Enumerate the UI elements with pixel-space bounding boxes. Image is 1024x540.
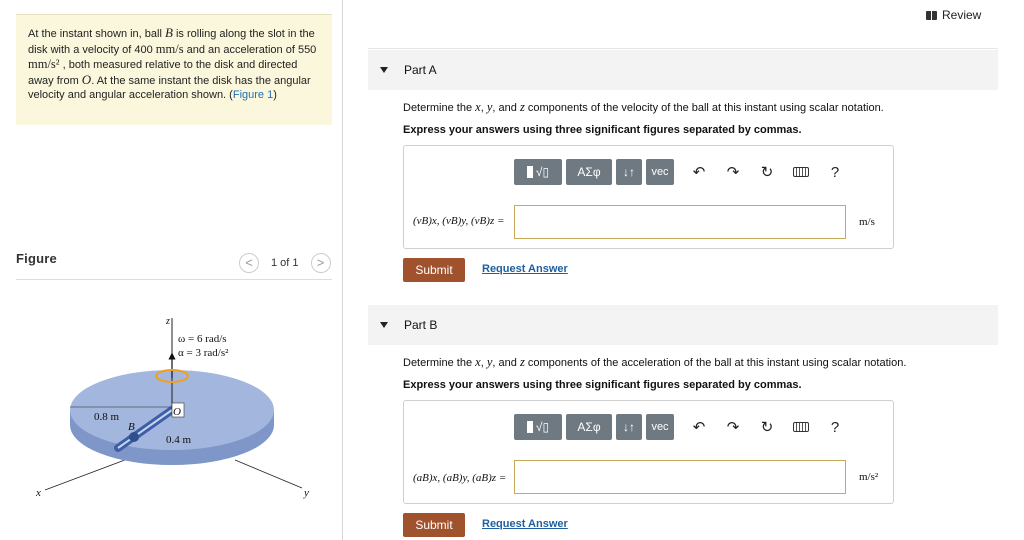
disk-figure bbox=[30, 310, 320, 510]
arrows-button[interactable]: ↓↑ bbox=[616, 414, 642, 440]
part-a-header[interactable] bbox=[368, 50, 998, 90]
z-axis-label: z bbox=[166, 316, 170, 327]
undo-icon[interactable]: ↶ bbox=[692, 419, 706, 436]
part-a-answer-label: (vB)x, (vB)y, (vB)z = bbox=[413, 215, 505, 227]
vector-button[interactable]: vec bbox=[646, 159, 674, 185]
figure-divider bbox=[16, 279, 332, 280]
part-a-submit-button[interactable]: Submit bbox=[403, 258, 465, 282]
figure-pagination bbox=[239, 253, 331, 273]
book-icon bbox=[926, 11, 937, 20]
arrows-button[interactable]: ↓↑ bbox=[616, 159, 642, 185]
figure-next-button[interactable]: > bbox=[311, 253, 331, 273]
redo-icon[interactable]: ↷ bbox=[726, 164, 740, 181]
part-a-answer-box bbox=[403, 145, 894, 249]
help-icon[interactable]: ? bbox=[830, 163, 840, 181]
keyboard-icon[interactable] bbox=[788, 159, 814, 185]
help-icon[interactable]: ? bbox=[830, 418, 840, 436]
top-divider bbox=[368, 48, 998, 49]
collapse-triangle-icon bbox=[380, 322, 388, 328]
reset-icon[interactable]: ↻ bbox=[760, 419, 774, 436]
templates-button[interactable]: √▯ bbox=[514, 159, 562, 185]
part-b-answer-input[interactable] bbox=[514, 460, 846, 494]
part-b-answer-box bbox=[403, 400, 894, 504]
undo-icon[interactable]: ↶ bbox=[692, 164, 706, 181]
part-a-unit: m/s bbox=[859, 216, 875, 228]
alpha-label: α = 3 rad/s² bbox=[178, 347, 229, 359]
part-a-instruction: Express your answers using three significant figures separated by commas. bbox=[403, 124, 802, 136]
omega-label: ω = 6 rad/s bbox=[178, 333, 227, 345]
ball-symbol: B bbox=[164, 25, 173, 40]
part-b-request-answer-link[interactable]: Request Answer bbox=[482, 518, 568, 530]
part-b-unit: m/s² bbox=[859, 471, 879, 483]
reset-icon[interactable]: ↻ bbox=[760, 164, 774, 181]
y-axis-label: y bbox=[304, 487, 309, 499]
ball-label: B bbox=[128, 421, 135, 433]
greek-symbols-button[interactable]: ΑΣφ bbox=[566, 414, 612, 440]
part-a-title: Part A bbox=[404, 63, 437, 77]
part-a-request-answer-link[interactable]: Request Answer bbox=[482, 263, 568, 275]
figure-title: Figure bbox=[16, 251, 57, 266]
figure-count: 1 of 1 bbox=[271, 257, 299, 269]
part-b-instruction: Express your answers using three significant figures separated by commas. bbox=[403, 379, 802, 391]
review-link[interactable]: Review bbox=[926, 8, 981, 22]
redo-icon[interactable]: ↷ bbox=[726, 419, 740, 436]
part-b-answer-label: (aB)x, (aB)y, (aB)z = bbox=[413, 472, 507, 484]
part-b-title: Part B bbox=[404, 318, 438, 332]
greek-symbols-button[interactable]: ΑΣφ bbox=[566, 159, 612, 185]
templates-button[interactable]: √▯ bbox=[514, 414, 562, 440]
part-b-toolbar bbox=[514, 414, 848, 440]
origin-label: O bbox=[173, 406, 181, 418]
origin-symbol: O bbox=[81, 71, 92, 87]
radius-08-label: 0.8 m bbox=[94, 411, 120, 423]
part-a-answer-input[interactable] bbox=[514, 205, 846, 239]
keyboard-icon[interactable] bbox=[788, 414, 814, 440]
radius-04-label: 0.4 m bbox=[166, 434, 192, 446]
part-a-question: Determine the x, y, and z components of the velocity of the ball at this instant using scalar notation. bbox=[403, 100, 884, 114]
vector-button[interactable]: vec bbox=[646, 414, 674, 440]
figure-prev-button[interactable]: < bbox=[239, 253, 259, 273]
ball-b bbox=[129, 432, 139, 442]
part-b-question: Determine the x, y, and z components of the acceleration of the ball at this instant using scalar notation. bbox=[403, 355, 907, 369]
y-axis bbox=[235, 460, 302, 488]
part-a-toolbar bbox=[514, 159, 848, 185]
x-axis-label: x bbox=[36, 487, 41, 499]
figure-link[interactable]: Figure 1 bbox=[232, 89, 274, 102]
problem-statement: At the instant shown in, ball B is rolling along the slot in the disk with a velocity of 400 mm/s and an acceleration of 550 mm/s² , both measured relative to the disk and directed away from O. At the same instant the disk has the angular velocity and angular acceleration shown. (Figure 1) bbox=[16, 14, 332, 125]
collapse-triangle-icon bbox=[380, 67, 388, 73]
part-b-header[interactable] bbox=[368, 305, 998, 345]
problem-panel bbox=[0, 0, 343, 540]
part-b-submit-button[interactable]: Submit bbox=[403, 513, 465, 537]
